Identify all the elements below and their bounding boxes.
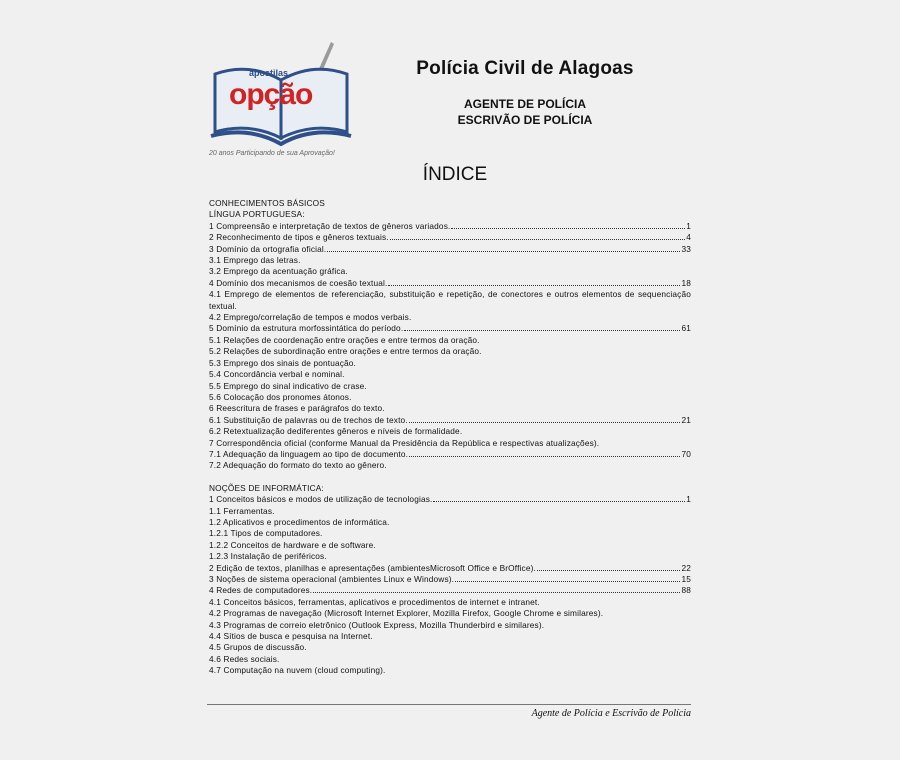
toc-entry-text: 1.2.1 Tipos de computadores.	[209, 528, 323, 539]
toc-page-number: 21	[681, 414, 691, 425]
toc-entry	[209, 540, 691, 551]
toc-entry: 4.1 Emprego de elementos de referenciação, substituição e repetição, de conectores e outros elementos de sequenciação textual.	[209, 289, 691, 311]
toc-entry	[209, 232, 691, 243]
toc-entry-text: 1.2.3 Instalação de periféricos.	[209, 551, 327, 562]
table-of-contents	[209, 198, 691, 677]
toc-entry	[209, 415, 691, 426]
section-spacer	[209, 472, 691, 483]
toc-entry	[209, 381, 691, 392]
toc-entry	[209, 255, 691, 266]
toc-entry-text: 6.1 Substituição de palavras ou de trechos de texto.	[209, 414, 408, 425]
logo-brand-text: opção	[229, 78, 313, 111]
toc-entry	[209, 221, 691, 232]
toc-entry	[209, 438, 691, 449]
toc-entry	[209, 551, 691, 562]
toc-entry	[209, 620, 691, 631]
toc-page-number: 70	[681, 448, 691, 459]
document-subtitle	[400, 96, 650, 128]
toc-entry-text: 2 Reconhecimento de tipos e gêneros textuais.	[209, 232, 389, 243]
toc-entry	[209, 517, 691, 528]
toc-entry	[209, 642, 691, 653]
toc-entry	[209, 631, 691, 642]
toc-leader-dots	[537, 564, 681, 571]
toc-leader-dots	[409, 416, 681, 423]
toc-entry-text: 4 Domínio dos mecanismos de coesão textual.	[209, 277, 388, 288]
toc-entry-text: 7.1 Adequação da linguagem ao tipo de documento.	[209, 448, 409, 459]
toc-entry	[209, 449, 691, 460]
toc-page-number: 4	[686, 232, 691, 243]
index-title: ÍNDICE	[422, 164, 488, 185]
toc-entry-text: 3 Domínio da ortografia oficial.	[209, 243, 327, 254]
toc-leader-dots	[433, 495, 685, 502]
toc-entry-text: 1.1 Ferramentas.	[209, 505, 275, 516]
toc-page-number: 18	[681, 277, 691, 288]
toc-leader-dots	[390, 233, 686, 240]
subtitle-line-1: AGENTE DE POLÍCIA	[463, 97, 586, 111]
toc-entry	[209, 506, 691, 517]
toc-leader-dots	[313, 586, 680, 593]
toc-entry	[209, 335, 691, 346]
toc-entry	[209, 654, 691, 665]
footer-divider	[207, 704, 691, 705]
toc-entry-text: 4.2 Programas de navegação (Microsoft Internet Explorer, Mozilla Firefox, Google Chrome e similares).	[209, 608, 604, 619]
toc-entry	[209, 266, 691, 277]
toc-page-number: 1	[686, 494, 691, 505]
toc-entry-text: 4.3 Programas de correio eletrônico (Outlook Express, Mozilla Thunderbird e similares).	[209, 619, 545, 630]
toc-entry	[209, 597, 691, 608]
toc-page-number: 22	[681, 562, 691, 573]
toc-entry-text: 5.4 Concordância verbal e nominal.	[209, 369, 345, 380]
toc-entry	[209, 585, 691, 596]
toc-entry-text: 1 Conceitos básicos e modos de utilização de tecnologias.	[209, 494, 433, 505]
section-heading: CONHECIMENTOS BÁSICOS	[209, 198, 325, 208]
toc-entry-text: 6 Reescritura de frases e parágrafos do texto.	[209, 403, 385, 414]
toc-entry	[209, 460, 691, 471]
toc-entry-text: 4.2 Emprego/correlação de tempos e modos verbais.	[209, 312, 412, 323]
toc-entry-text: 6.2 Retextualização dediferentes gêneros e níveis de formalidade.	[209, 426, 463, 437]
toc-entry-text: 5.3 Emprego dos sinais de pontuação.	[209, 357, 357, 368]
toc-entry-text: 4.6 Redes sociais.	[209, 653, 280, 664]
toc-entry-text: 5.5 Emprego do sinal indicativo de crase.	[209, 380, 367, 391]
footer-text: Agente de Polícia e Escrivão de Polícia	[531, 708, 691, 719]
toc-leader-dots	[404, 324, 680, 331]
toc-entry-text: 7 Correspondência oficial (conforme Manual da Presidência da República e respectivas atualizações).	[209, 437, 600, 448]
toc-page-number: 61	[681, 323, 691, 334]
toc-page-number: 1	[686, 220, 691, 231]
toc-entry-text: 1.2 Aplicativos e procedimentos de informática.	[209, 516, 390, 527]
logo-apostilas-text: apostilas	[249, 68, 289, 78]
logo-tagline: 20 anos Participando de sua Aprovação!	[209, 150, 335, 157]
section-heading: LÍNGUA PORTUGUESA:	[209, 209, 305, 220]
toc-entry-text: 1.2.2 Conceitos de hardware e de software.	[209, 539, 376, 550]
toc-page-number: 33	[681, 243, 691, 254]
toc-entry-text: 5 Domínio da estrutura morfossintática do período.	[209, 323, 404, 334]
toc-entry	[209, 312, 691, 323]
toc-entry	[209, 574, 691, 585]
toc-entry-text: 3 Noções de sistema operacional (ambientes Linux e Windows).	[209, 574, 455, 584]
toc-entry-text: 4.4 Sítios de busca e pesquisa na Internet.	[209, 631, 373, 642]
toc-page-number: 15	[681, 574, 691, 584]
document-title: Polícia Civil de Alagoas	[416, 58, 634, 79]
toc-leader-dots	[409, 450, 680, 457]
toc-entry	[209, 528, 691, 539]
toc-leader-dots	[451, 222, 685, 229]
apostilas-opcao-logo	[209, 40, 354, 162]
toc-leader-dots	[388, 279, 680, 286]
toc-entry-text: 4 Redes de computadores.	[209, 585, 313, 596]
toc-entry	[209, 392, 691, 403]
toc-entry-text: 5.1 Relações de coordenação entre orações e entre termos da oração.	[209, 334, 480, 345]
toc-entry	[209, 358, 691, 369]
toc-entry-text: 1 Compreensão e interpretação de textos de gêneros variados.	[209, 220, 451, 231]
toc-entry	[209, 369, 691, 380]
toc-leader-dots	[327, 245, 680, 252]
toc-entry-text: 4.1 Conceitos básicos, ferramentas, aplicativos e procedimentos de internet e intranet.	[209, 596, 540, 607]
toc-entry-text: 5.2 Relações de subordinação entre orações e entre termos da oração.	[209, 346, 482, 357]
section-heading: NOÇÕES DE INFORMÁTICA:	[209, 482, 324, 493]
toc-entry	[209, 244, 691, 255]
toc-entry-text: 4.7 Computação na nuvem (cloud computing).	[209, 665, 386, 676]
toc-entry	[209, 494, 691, 505]
toc-entry-text: 3.1 Emprego das letras.	[209, 255, 301, 266]
toc-entry	[209, 608, 691, 619]
toc-entry	[209, 278, 691, 289]
toc-entry-text: 3.2 Emprego da acentuação gráfica.	[209, 266, 348, 277]
toc-entry-text: 5.6 Colocação dos pronomes átonos.	[209, 391, 352, 402]
toc-leader-dots	[455, 575, 680, 582]
toc-entry-text: 2 Edição de textos, planilhas e apresentações (ambientesMicrosoft Office e BrOffice).	[209, 562, 536, 573]
subtitle-line-2: ESCRIVÃO DE POLÍCIA	[457, 113, 593, 127]
toc-entry	[209, 426, 691, 437]
toc-entry-text: 7.2 Adequação do formato do texto ao gênero.	[209, 460, 387, 471]
toc-entry	[209, 346, 691, 357]
toc-entry	[209, 323, 691, 334]
toc-entry	[209, 665, 691, 676]
toc-entry	[209, 563, 691, 574]
toc-entry	[209, 403, 691, 414]
toc-entry-text: 4.5 Grupos de discussão.	[209, 642, 307, 653]
toc-page-number: 88	[681, 585, 691, 596]
